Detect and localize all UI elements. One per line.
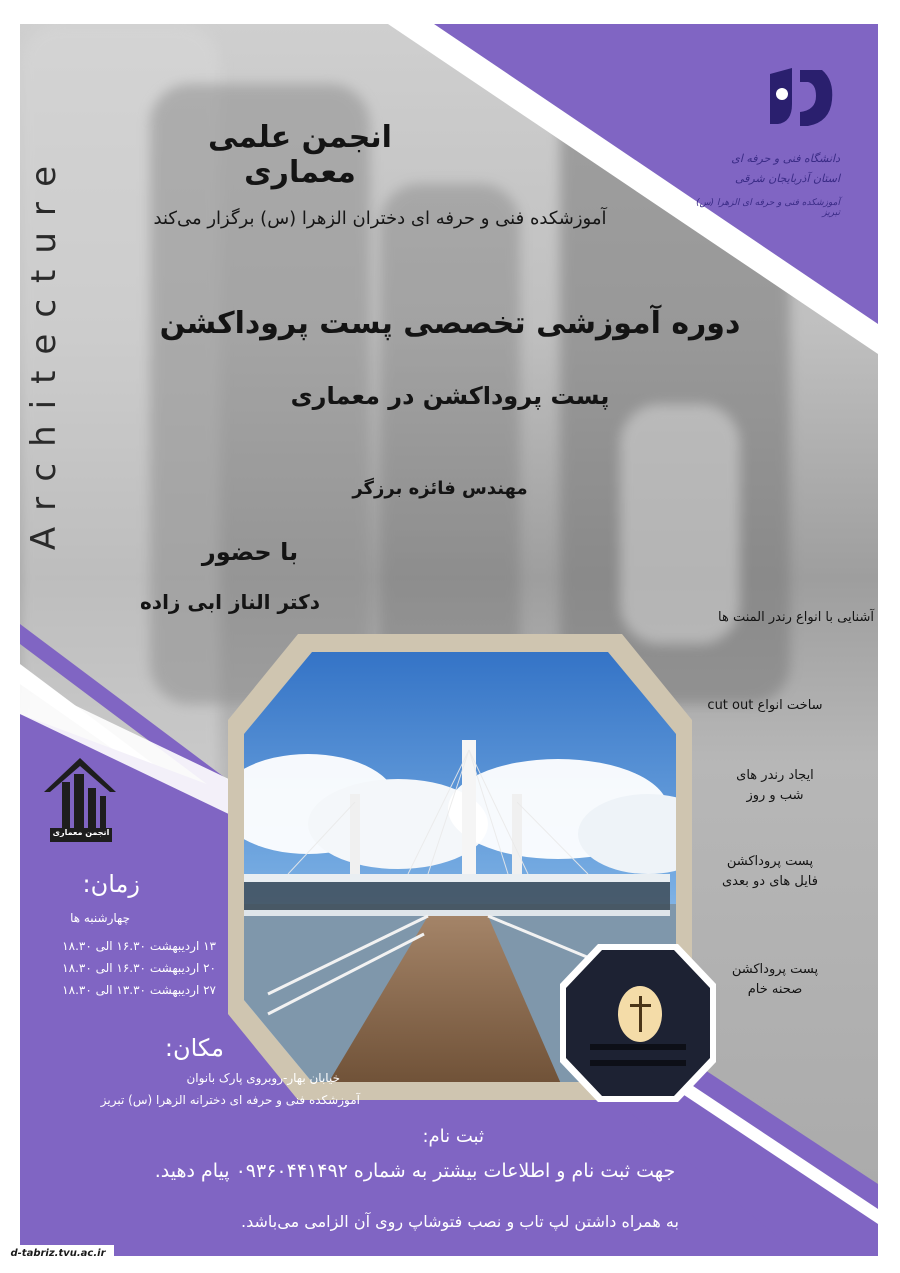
place-label: مکان: xyxy=(164,1034,224,1062)
time-label: زمان: xyxy=(82,870,140,898)
feature-item: آشنایی با انواع رندر المنت ها xyxy=(718,610,874,625)
university-name-line2: استان آذربایجان شرقی xyxy=(735,172,840,185)
registration-note: به همراه داشتن لپ تاب و نصب فتوشاپ روی آن الزامی می‌باشد. xyxy=(241,1212,679,1231)
feature-item: پست پروداکشن فایل های دو بعدی xyxy=(722,854,818,889)
registration-label: ثبت نام: xyxy=(422,1126,484,1147)
course-title: دوره آموزشی تخصصی پست پروداکشن xyxy=(159,306,741,341)
time-weekday: چهارشنبه ها xyxy=(70,911,130,925)
association-title: انجمن علمی معماری xyxy=(208,120,392,190)
organizer-text: آموزشکده فنی و حرفه ای دختران الزهرا (س) برگزار می‌کند xyxy=(153,208,607,229)
source-url: d-tabriz.tvu.ac.ir xyxy=(2,1245,114,1263)
course-subtitle: پست پروداکشن در معماری xyxy=(290,382,610,410)
time-session: ۱۳ اردیبهشت ۱۶.۳۰ الی ۱۸.۳۰ xyxy=(62,939,216,953)
registration-text: جهت ثبت نام و اطلاعات بیشتر به شماره ۰۹۳۶۰۴۴۱۴۹۲ پیام دهید. xyxy=(154,1160,676,1182)
place-address: خیابان بهار-روبروی پارک بانوان xyxy=(186,1071,340,1085)
university-name-line1: دانشگاه فنی و حرفه ای xyxy=(731,152,840,165)
association-logo-label: انجمن معماری xyxy=(52,828,110,837)
presence-label: با حضور xyxy=(201,538,299,566)
university-logo-icon xyxy=(762,64,838,150)
architecture-vertical-text: Architecture xyxy=(24,149,64,551)
feature-item: پست پروداکشن صحنه خام xyxy=(731,962,819,997)
feature-item: ساخت انواع cut out xyxy=(707,698,823,713)
church-hexagon-image xyxy=(560,944,716,1102)
time-session: ۲۰ اردیبهشت ۱۶.۳۰ الی ۱۸.۳۰ xyxy=(62,961,216,975)
time-session: ۲۷ اردیبهشت ۱۳.۳۰ الی ۱۸.۳۰ xyxy=(62,983,216,997)
guest-name: دکتر الناز ابی زاده xyxy=(140,590,320,614)
university-name-line3: آموزشکده فنی و حرفه ای الزهرا (س) تبریز xyxy=(696,198,840,218)
feature-item: ایجاد رندر های شب و روز xyxy=(736,768,814,803)
instructor-name: مهندس فائزه برزگر xyxy=(352,478,528,499)
place-institution: آموزشکده فنی و حرفه ای دخترانه الزهرا (س) تبریز xyxy=(100,1093,360,1107)
